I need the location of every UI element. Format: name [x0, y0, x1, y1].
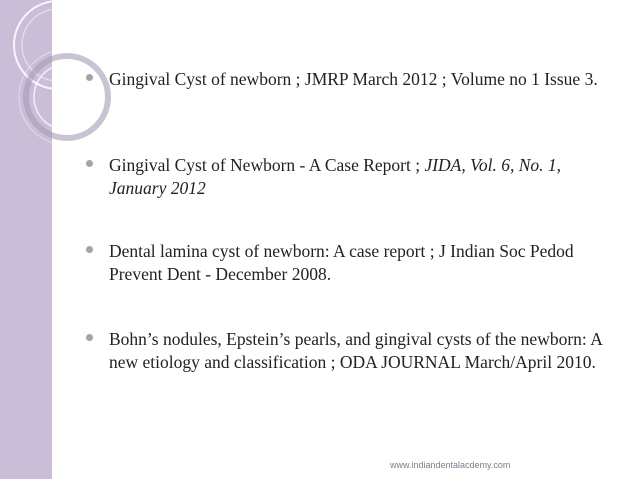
- bullet-icon: [86, 334, 93, 341]
- reference-item: [86, 240, 616, 286]
- bullet-icon: [86, 74, 93, 81]
- reference-text: [109, 240, 616, 286]
- bullet-icon: [86, 246, 93, 253]
- reference-plain-text: Dental lamina cyst of newborn: A case report ; J Indian Soc Pedod Prevent Dent - December 2008.: [109, 241, 574, 284]
- reference-plain-text: Bohn’s nodules, Epstein’s pearls, and gingival cysts of the newborn: A new etiology and classification ; ODA JOURNAL March/April 2010.: [109, 329, 602, 372]
- bullet-icon: [86, 160, 93, 167]
- reference-plain-text: Gingival Cyst of newborn ; JMRP March 2012 ; Volume no 1 Issue 3.: [109, 69, 598, 89]
- reference-item: [86, 328, 616, 374]
- reference-text: [109, 154, 616, 200]
- reference-italic-text: JIDA, Vol. 6, No. 1, January 2012: [109, 155, 562, 198]
- reference-text: [109, 328, 616, 374]
- reference-item: [86, 154, 616, 200]
- reference-plain-text: Gingival Cyst of Newborn - A Case Report ;: [109, 155, 425, 175]
- reference-text: [109, 68, 616, 91]
- reference-item: [86, 68, 616, 91]
- footer-url: www.indiandentalacdemy.com: [390, 460, 511, 470]
